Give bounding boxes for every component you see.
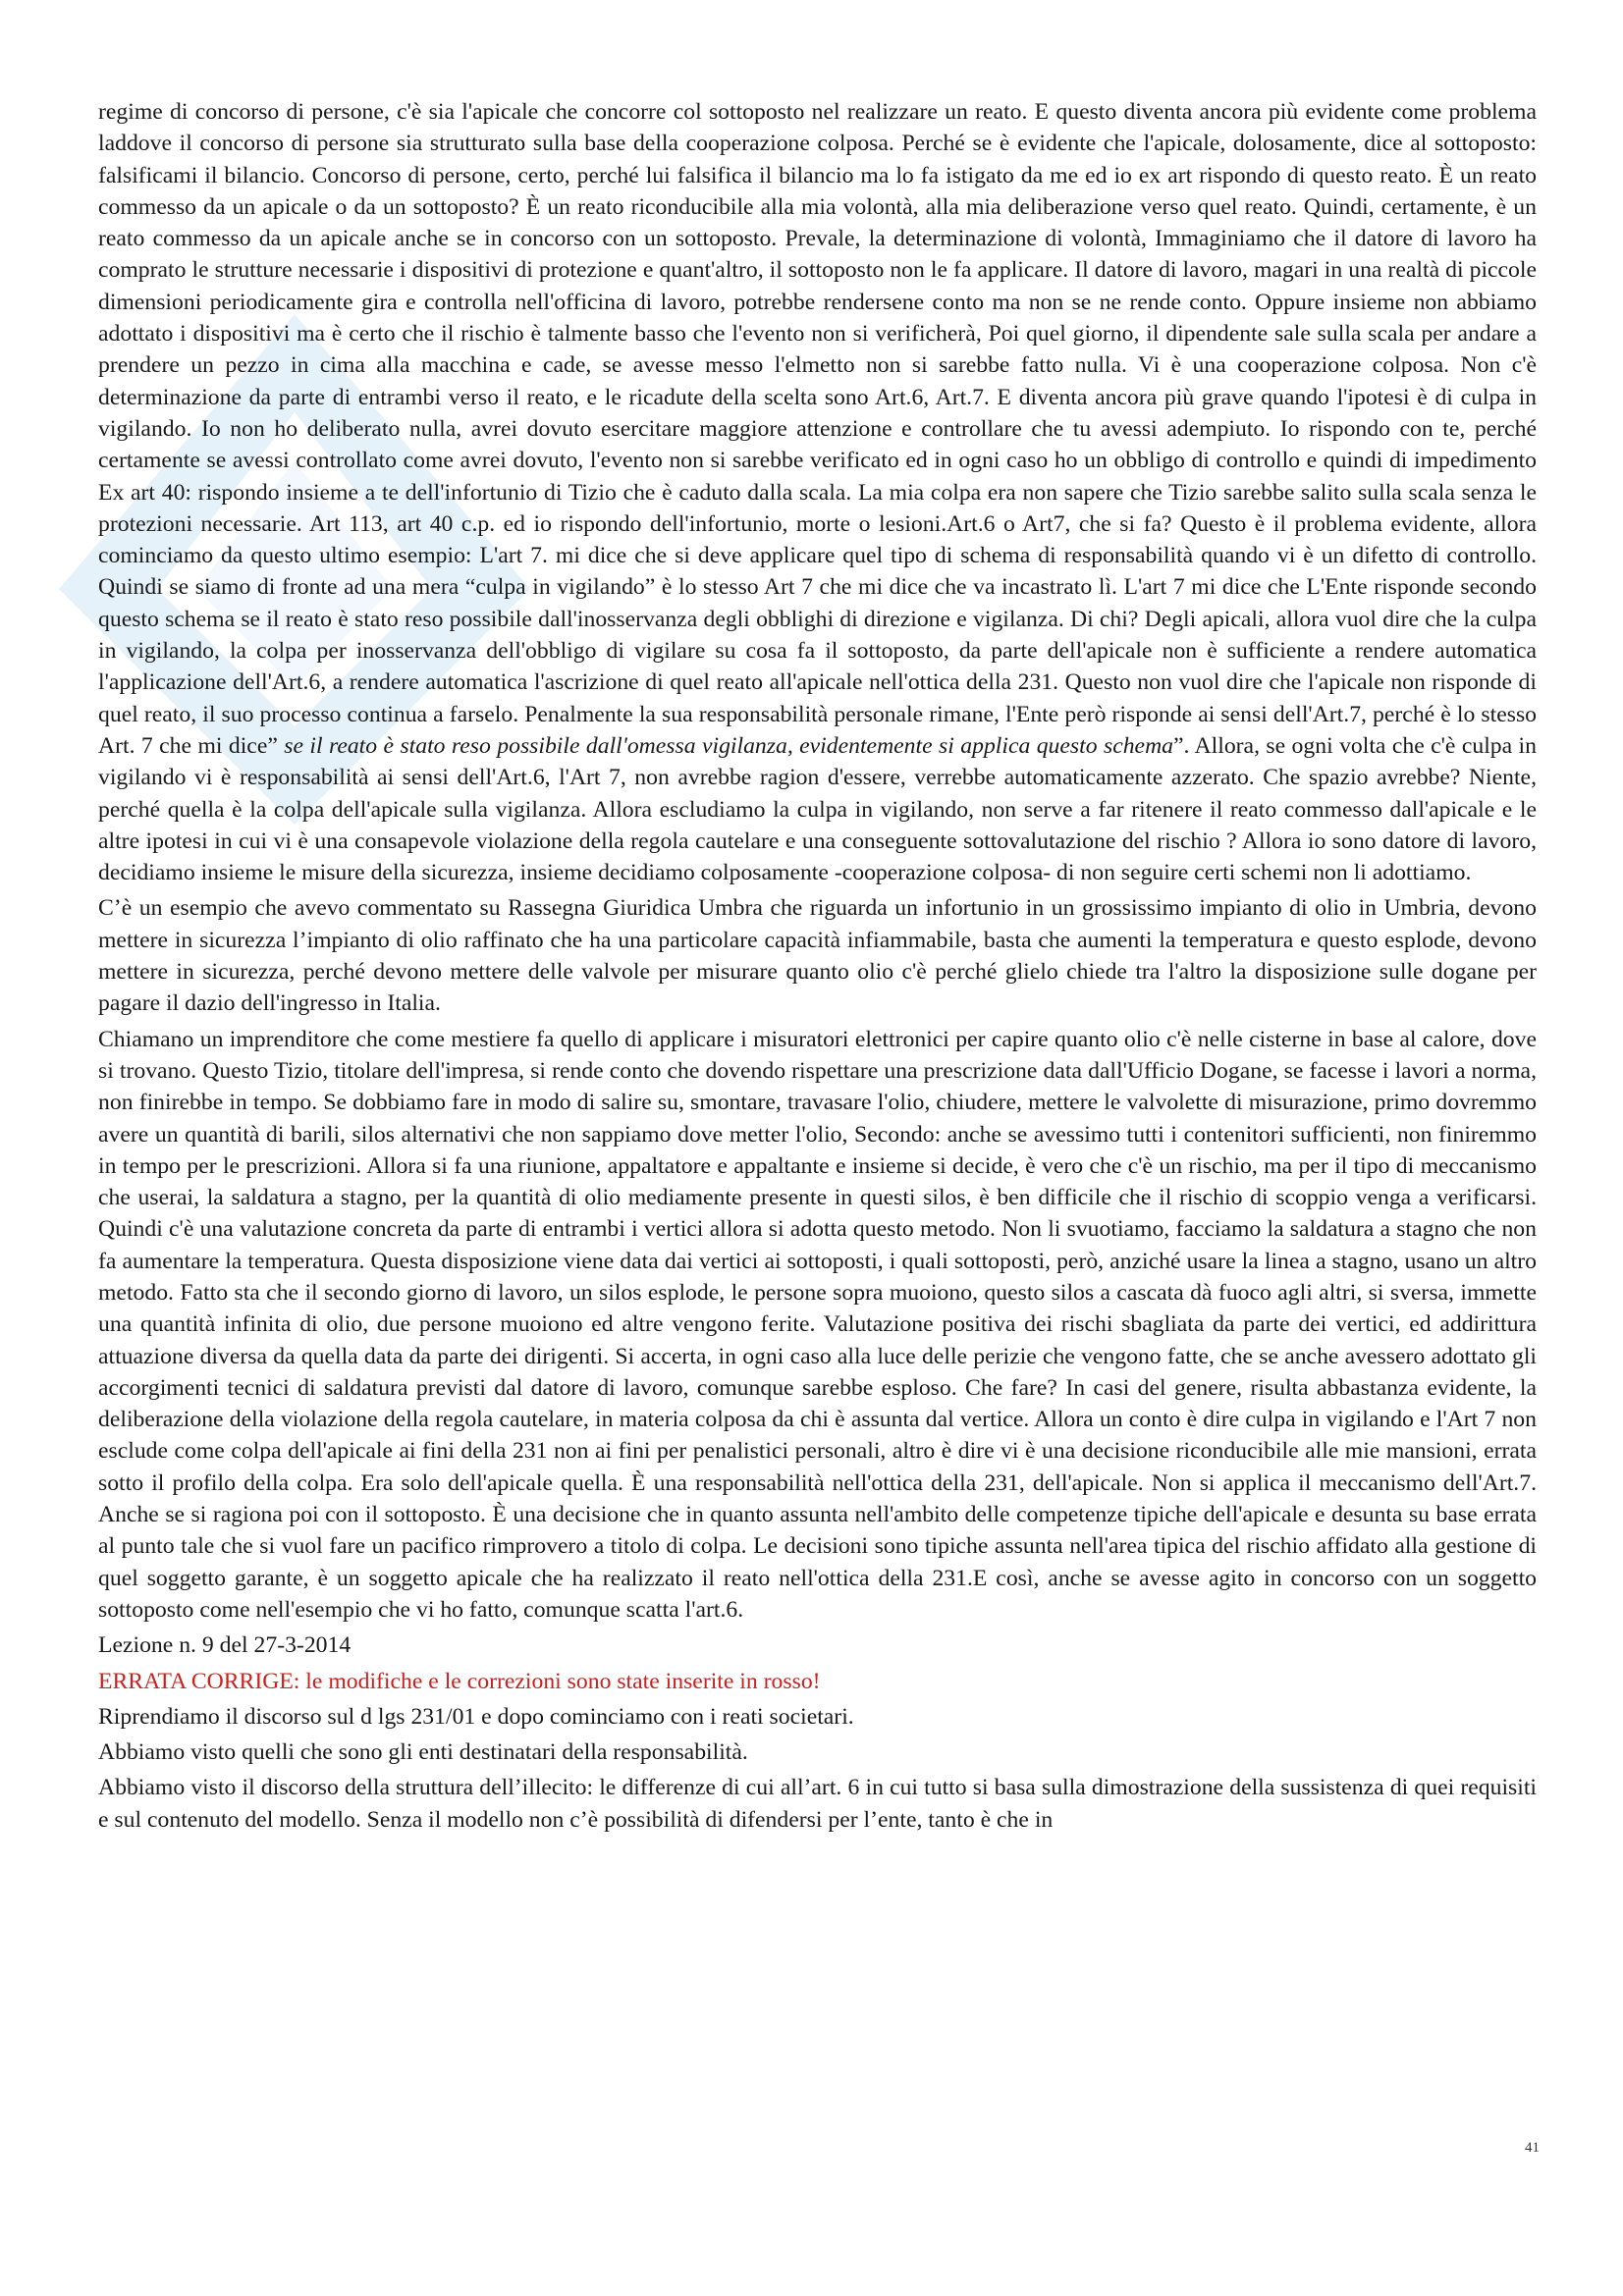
- text-run: ”. Allora, se ogni volta che c'è culpa in vigilando vi è responsabilità ai sensi dell'Art.6, l'Art 7, non avrebbe ragion d'essere, verrebbe automaticamente azzerato. Che spazio avrebbe? Niente, perché quella è la colpa dell'apicale sulla vigilanza. Allora escludiamo la culpa in vigilando, non serve a far ritenere il reato commesso dall'apicale e le altre ipotesi in cui vi è una consapevole violazione della regola cautelare e una conseguente sottovalutazione del rischio ? Allora io sono datore di lavoro, decidiamo insieme le misure della sicurezza, insieme decidiamo colposamente -cooperazione colposa- di non seguire certi schemi non li adottiamo.: [98, 732, 1537, 886]
- body-paragraph: [98, 1024, 1537, 1627]
- intro-line-1: Riprendiamo il discorso sul d lgs 231/01 e dopo cominciamo con i reati societari.: [98, 1703, 854, 1730]
- document-page: [98, 96, 1537, 1840]
- body-paragraph: [98, 96, 1537, 888]
- body-paragraphs: [98, 96, 1537, 1626]
- page-number: 41: [1525, 2140, 1540, 2156]
- intro-line-2: Abbiamo visto quelli che sono gli enti destinatari della responsabilità.: [98, 1739, 748, 1766]
- lesson-heading: Lezione n. 9 del 27-3-2014: [98, 1632, 352, 1659]
- body-paragraph: [98, 892, 1537, 1019]
- text-run: Chiamano un imprenditore che come mestiere fa quello di applicare i misuratori elettronici per capire quanto olio c'è nelle cisterne in base al calore, dove si trovano. Questo Tizio, titolare dell'impresa, si rende conto che dovendo rispettare una prescrizione data dall'Ufficio Dogane, se facesse i lavori a norma, non finirebbe in tempo. Se dobbiamo fare in modo di salire su, smontare, travasare l'olio, chiudere, mettere le valvolette di misurazione, primo dovremmo avere un quantità di barili, silos alternativi che non sappiamo dove metter l'olio, Secondo: anche se avessimo tutti i contenitori sufficienti, non finiremmo in tempo per le prescrizioni. Allora si fa una riunione, appaltatore e appaltante e insieme si decide, è vero che c'è un rischio, ma per il tipo di meccanismo che userai, la saldatura a stagno, per la quantità di olio mediamente presente in questi silos, è ben difficile che il rischio di scoppio venga a verificarsi. Quindi c'è una valutazione concreta da parte di entrambi i vertici allora si adotta questo metodo. Non li svuotiamo, facciamo la saldatura a stagno che non fa aumentare la temperatura. Questa disposizione viene data dai vertici ai sottoposti, i quali sottoposti, però, anziché usare la linea a stagno, usano un altro metodo. Fatto sta che il secondo giorno di lavoro, un silos esplode, le persone sopra muoiono, questo silos a cascata dà fuoco agli altri, si sversa, immette una quantità infinita di olio, due persone muoiono ed altre vengono ferite. Valutazione positiva dei rischi sbagliata da parte dei vertici, ed addirittura attuazione diversa da quella data da parte dei dirigenti. Si accerta, in ogni caso alla luce delle perizie che vengono fatte, che se anche avessero adottato gli accorgimenti tecnici di saldatura previsti dal datore di lavoro, comunque sarebbe esploso. Che fare? In casi del genere, risulta abbastanza evidente, la deliberazione della violazione della regola cautelare, in materia colposa da chi è assunta dal vertice. Allora un conto è dire culpa in vigilando e l'Art 7 non esclude come colpa dell'apicale ai fini della 231 non ai fini per penalistici personali, altro è dire vi è una decisione riconducibile alle mie mansioni, errata sotto il profilo della colpa. Era solo dell'apicale quella. È una responsabilità nell'ottica della 231, dell'apicale. Non si applica il meccanismo dell'Art.7. Anche se si ragiona poi con il sottoposto. È una decisione che in quanto assunta nell'ambito delle competenze tipiche dell'apicale e desunta su base errata al punto tale che si vuol fare un pacifico rimprovero a titolo di colpa. Le decisioni sono tipiche assunta nell'area tipica del rischio affidato alla gestione di quel soggetto garante, è un soggetto apicale che ha realizzato il reato nell'ottica della 231.E così, anche se avesse agito in concorso con un soggetto sottoposto come nell'esempio che vi ho fatto, comunque scatta l'art.6.: [98, 1026, 1537, 1623]
- last-paragraph: Abbiamo visto il discorso della struttura dell’illecito: le differenze di cui all’art. 6 in cui tutto si basa sulla dimostrazione della sussistenza di quei requisiti e sul contenuto del modello. Senza il modello non c’è possibilità di difendersi per l’ente, tanto è che in: [98, 1775, 1537, 1833]
- text-run: regime di concorso di persone, c'è sia l'apicale che concorre col sottoposto nel realizzare un reato. E questo diventa ancora più evidente come problema laddove il concorso di persone sia strutturato sulla base della cooperazione colposa. Perché se è evidente che l'apicale, dolosamente, dice al sottoposto: falsificami il bilancio. Concorso di persone, certo, perché lui falsifica il bilancio ma lo fa istigato da me ed io ex art rispondo di questo reato. È un reato commesso da un apicale o da un sottoposto? È un reato riconducibile alla mia volontà, alla mia deliberazione verso quel reato. Quindi, certamente, è un reato commesso da un apicale anche se in concorso con un sottoposto. Prevale, la determinazione di volontà, Immaginiamo che il datore di lavoro ha comprato le strutture necessarie i dispositivi di protezione e quant'altro, il sottoposto non le fa applicare. Il datore di lavoro, magari in una realtà di piccole dimensioni periodicamente gira e controlla nell'officina di lavoro, potrebbe rendersene conto ma non se ne rende conto. Oppure insieme non abbiamo adottato i dispositivi ma è certo che il rischio è talmente basso che l'evento non si verificherà, Poi quel giorno, il dipendente sale sulla scala per andare a prendere un pezzo in cima alla macchina e cade, se avesse messo l'elmetto non si sarebbe fatto nulla. Vi è una cooperazione colposa. Non c'è determinazione da parte di entrambi verso il reato, e le ricadute della scelta sono Art.6, Art.7. E diventa ancora più grave quando l'ipotesi è di culpa in vigilando. Io non ho deliberato nulla, avrei dovuto esercitare maggiore attenzione e controllare che tu avessi adempiuto. Io rispondo con te, perché certamente se avessi controllato come avrei dovuto, l'evento non si sarebbe verificato ed in ogni caso ho un obbligo di controllo e quindi di impedimento Ex art 40: rispondo insieme a te dell'infortunio di Tizio che è caduto dalla scala. La mia colpa era non sapere che Tizio sarebbe salito sulla scala senza le protezioni necessarie. Art 113, art 40 c.p. ed io rispondo dell'infortunio, morte o lesioni.Art.6 o Art7, che si fa? Questo è il problema evidente, allora cominciamo da questo ultimo esempio: L'art 7. mi dice che si deve applicare quel tipo di schema di responsabilità quando vi è un difetto di controllo. Quindi se siamo di fronte ad una mera “culpa in vigilando” è lo stesso Art 7 che mi dice che va incastrato lì. L'art 7 mi dice che L'Ente risponde secondo questo schema se il reato è stato reso possibile dall'inosservanza degli obblighi di direzione e vigilanza. Di chi? Degli apicali, allora vuol dire che la culpa in vigilando, la colpa per inosservanza dell'obbligo di vigilare su cosa fa il sottoposto, da parte dell'apicale non è sufficiente a rendere automatica l'applicazione dell'Art.6, a rendere automatica l'ascrizione di quel reato all'apicale nell'ottica della 231. Questo non vuol dire che l'apicale non risponde di quel reato, il suo processo continua a farselo. Penalmente la sua responsabilità personale rimane, l'Ente però risponde ai sensi dell'Art.7, perché è lo stesso Art. 7 che mi dice”: [98, 99, 1537, 759]
- text-run: C’è un esempio che avevo commentato su Rassegna Giuridica Umbra che riguarda un infortunio in un grossissimo impianto di olio in Umbria, devono mettere in sicurezza l’impianto di olio raffinato che ha una particolare capacità infiammabile, basta che aumenti la temperatura e questo esplode, devono mettere in sicurezza, perché devono mettere delle valvole per misurare quanto olio c'è perché glielo chiede tra l'altro la disposizione sulle dogane per pagare il dazio dell'ingresso in Italia.: [98, 895, 1537, 1017]
- italic-quote: se il reato è stato reso possibile dall'omessa vigilanza, evidentemente si applica questo schema: [284, 732, 1174, 759]
- errata-notice: ERRATA CORRIGE: le modifiche e le correzioni sono state inserite in rosso!: [98, 1668, 821, 1694]
